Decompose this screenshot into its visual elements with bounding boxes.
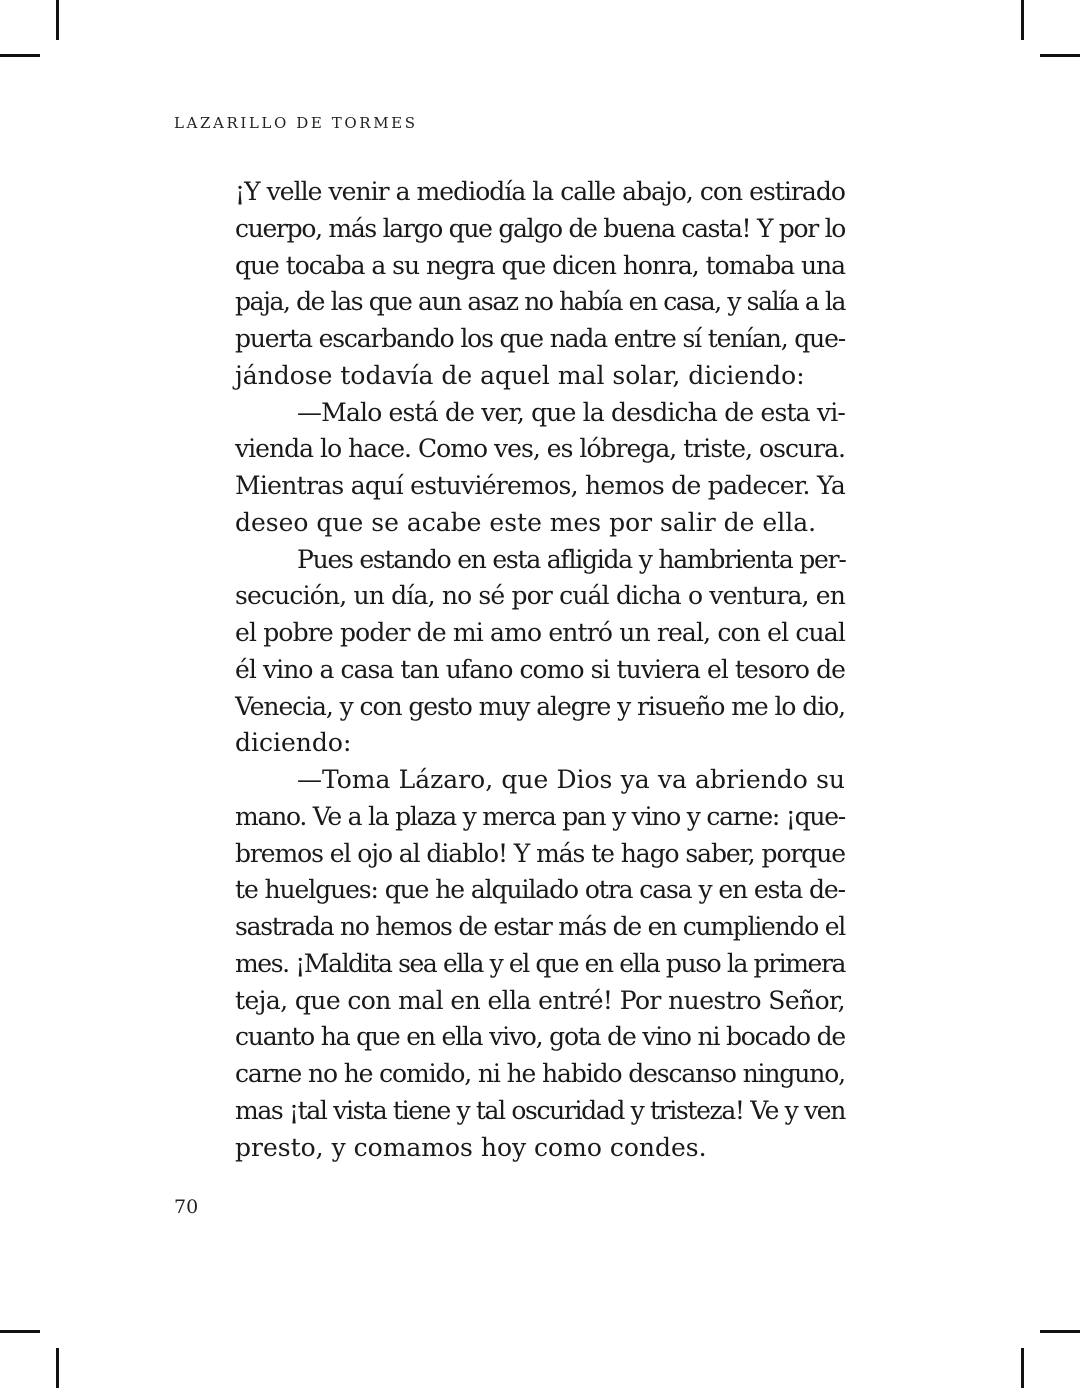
- text-line: jándose todavía de aquel mal solar, diciendo:: [235, 360, 805, 390]
- text-line: —Malo está de ver, que la desdicha de esta vi-: [297, 397, 845, 427]
- text-line: cuanto ha que en ella vivo, gota de vino ni bocado de: [235, 1022, 846, 1052]
- text-line: vienda lo hace. Como ves, es lóbrega, triste, oscura.: [235, 434, 845, 464]
- text-line: mano. Ve a la plaza y merca pan y vino y carne: ¡que-: [235, 801, 845, 831]
- text-line: bremos el ojo al diablo! Y más te hago saber, porque: [235, 838, 845, 868]
- text-line: secución, un día, no sé por cuál dicha o ventura, en: [235, 581, 845, 611]
- crop-mark-top-right-vertical: [1021, 0, 1024, 40]
- text-line: el pobre poder de mi amo entró un real, con el cual: [235, 618, 845, 647]
- text-line: Venecia, y con gesto muy alegre y risueño me lo dio,: [235, 691, 845, 721]
- text-line: cuerpo, más largo que galgo de buena casta! Y por lo: [235, 213, 846, 243]
- text-line: sastrada no hemos de estar más de en cumpliendo el: [235, 912, 845, 941]
- text-line: puerta escarbando los que nada entre sí tenían, que-: [235, 324, 845, 353]
- crop-mark-top-left-horizontal: [0, 54, 40, 57]
- crop-mark-top-right-horizontal: [1040, 54, 1080, 57]
- crop-mark-bottom-right-horizontal: [1040, 1330, 1080, 1333]
- text-line: Pues estando en esta afligida y hambrienta per-: [297, 544, 846, 574]
- text-line: que tocaba a su negra que dicen honra, tomaba una: [235, 250, 845, 280]
- text-line: teja, que con mal en ella entré! Por nuestro Señor,: [235, 985, 846, 1015]
- page-number: 70: [174, 1196, 199, 1218]
- text-line: mas ¡tal vista tiene y tal oscuridad y tristeza! Ve y ven: [235, 1095, 845, 1125]
- text-line: él vino a casa tan ufano como si tuviera el tesoro de: [235, 654, 846, 684]
- running-head: LAZARILLO DE TORMES: [174, 114, 418, 132]
- crop-mark-bottom-left-horizontal: [0, 1330, 40, 1333]
- text-line: carne no he comido, ni he habido descanso ninguno,: [235, 1059, 846, 1088]
- text-line: diciendo:: [235, 728, 352, 758]
- text-line: paja, de las que aun asaz no había en casa, y salía a la: [235, 287, 845, 317]
- text-line: presto, y comamos hoy como condes.: [235, 1132, 707, 1162]
- crop-mark-bottom-left-vertical: [56, 1348, 59, 1388]
- body-text: [235, 174, 845, 1166]
- text-line: te huelgues: que he alquilado otra casa y en esta de-: [235, 875, 845, 905]
- text-line: mes. ¡Maldita sea ella y el que en ella puso la primera: [235, 948, 845, 978]
- crop-mark-top-left-vertical: [56, 0, 59, 40]
- text-line: —Toma Lázaro, que Dios ya va abriendo su: [297, 765, 845, 794]
- text-line: deseo que se acabe este mes por salir de ella.: [235, 507, 817, 537]
- text-line: ¡Y velle venir a mediodía la calle abajo, con estirado: [235, 177, 845, 206]
- crop-mark-bottom-right-vertical: [1021, 1348, 1024, 1388]
- text-line: Mientras aquí estuviéremos, hemos de padecer. Ya: [235, 471, 846, 500]
